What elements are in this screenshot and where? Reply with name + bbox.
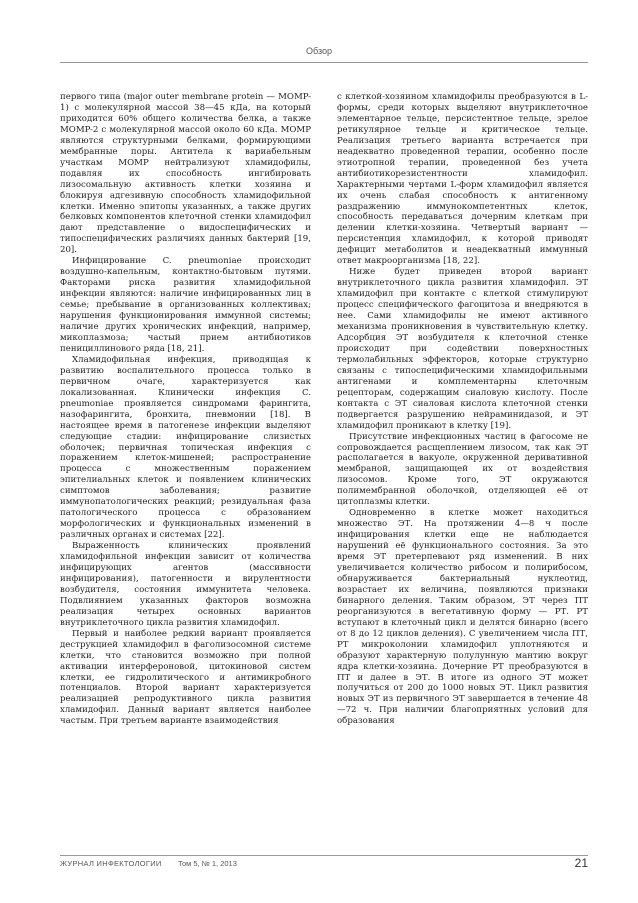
- paragraph: Инфицирование C. pneumoniae происходит воздушно-капельным, контактно-бытовым путями. Факторами риска развития хламидофильной инфекции являются: наличие инфицированных лиц в семье; пребывание в организованных коллективах; нарушения функционирования иммунной системы; наличие других хронических инфекций, например, микоплазмоза; частый прием антибиотиков пенициллинового ряда [18, 21].: [60, 256, 311, 354]
- page-number: 21: [574, 856, 588, 870]
- paragraph: Выраженность клинических проявлений хламидофильной инфекции зависит от количества инфицирующих агентов (массивности инфицирования), патогенности и вирулентности возбудителя, состояния иммунитета человека. Подвлиянием указанных факторов возможна реализация четырех основных вариантов внутриклеточного цикла развития хламидофил.: [60, 541, 311, 628]
- paragraph: с клеткой-хозяином хламидофилы преобразуются в L-формы, среди которых выделяют внутриклеточное элементарное тельце, персистентное тельце, зрелое ретикулярное тельце и критическое тельце. Реализация третьего варианта встречается при неадекватно проведенной терапии, особенно после этиотропной терапии, проведенной без учета антибиотикорезистентности хламидофил. Характерными чертами L-форм хламидофил является их очень слабая способность к антигенному раздражению иммунокомпетентных клеток, способность передаваться дочерним клеткам при делении клетки-хозяина. Четвертый вариант — персистенция хламидофил, к которой приводят дефицит метаболитов и неадекватный иммунный ответ макроорганизма [18, 22].: [337, 92, 588, 267]
- paragraph: Хламидофильная инфекция, приводящая к развитию воспалительного процесса только в первичном очаге, характеризуется как локализованная. Клинически инфекция C. pneumoniae проявляется синдромами фарингита, назофарингита, бронхита, пневмонии [18]. В настоящее время в патогенезе инфекции выделяют следующие стадии: инфицирование слизистых оболочек; первичная топическая инфекция с поражением клеток-мишеней; распространение процесса с множественным поражением эпителиальных клеток и появлением клинических симптомов заболевания; развитие иммунопатологических реакций; резидуальная фаза патологического процесса с образованием морфологических и функциональных изменений в различных органах и системах [22].: [60, 354, 311, 541]
- paragraph: Первый и наиболее редкий вариант проявляется деструкцией хламидофил в фаголизосомной системе клетки, что становится возможно при полной активации интерфероновой, цитокиновой систем клетки, ее гидролитического и антимикробного потенциалов. Второй вариант характеризуется реализацией репродуктивного цикла развития хламидофил. Данный вариант является наиболее частым. При третьем варианте взаимодействия: [60, 628, 311, 727]
- paragraph: Ниже будет приведен второй вариант внутриклеточного цикла развития хламидофил. ЭТ хламидофил при контакте с клеткой стимулируют процесс специфического фагоцитоза и внедряются в нее. Сами хламидофилы не имеют активного механизма проникновения в чувствительную клетку. Адсорбция ЭТ возбудителя к клеточной стенке происходит при содействии поверхностных термолабильных эффекторов, которые структурно связаны с типоспецифическими хламидофильными антигенами и комплементарны клеточным рецепторам, содержащим сиаловую кислоту. После контакта с ЭТ сиаловая кислота клеточной стенки подвергается разрушению нейраминидазой, и ЭТ хламидофил проникают в клетку [19].: [337, 267, 588, 431]
- section-header: Обзор: [306, 46, 332, 56]
- paragraph: Присутствие инфекционных частиц в фагосоме не сопровождается расщеплением лизосом, так как ЭТ располагается в вакуоле, окруженной деривативной мембраной, защищающей их от воздействия лизосомов. Кроме того, ЭТ окружаются полимембранной оболочкой, отделяющей её от цитоплазмы клетки.: [337, 431, 588, 508]
- paragraph: Одновременно в клетке может находиться множество ЭТ. На протяжении 4—8 ч после инфицирования клетки еще не наблюдается нарушений её функционального состояния. За это время ЭТ претерпевают ряд изменений. В них увеличивается количество рибосом и полирибосом, обнаруживается бактериальный нуклеотид, возрастает их величина, появляются признаки бинарного деления. Таким образом, ЭТ через ПТ реорганизуются в вегетативную форму — РТ. РТ вступают в клеточный цикл и делятся бинарно (всего от 8 до 12 циклов деления). С увеличением числа ПТ, РТ микроколонии хламидофил уплотняются и образуют характерную полулунную мантию вокруг ядра клетки-хозяина. Дочерние РТ преобразуются в ПТ и далее в ЭТ. В итоге из одного ЭТ может получиться от 200 до 1000 новых ЭТ. Цикл развития новых ЭТ из первичного ЭТ завершается в течение 48—72 ч. При наличии благоприятных условий для образования: [337, 508, 588, 727]
- issue-info: Том 5, № 1, 2013: [178, 859, 237, 868]
- right-column: [337, 92, 588, 727]
- journal-name: ЖУРНАЛ ИНФЕКТОЛОГИИ: [60, 859, 162, 868]
- header-rule: [60, 62, 588, 63]
- paragraph: первого типа (major outer membrane protein — MOMP-1) с молекулярной массой 38—45 кДа, на который приходится 60% общего количества белка, а также MOMP-2 с молекулярной массой около 60 кДа. MOMP являются структурными белками, формирующими мембранные поры. Антитела к вариабельным участкам MOMP нейтрализуют хламидофилы, подавляя их способность ингибировать лизосомальную активность клетки хозяина и блокируя адгезивную способность хламидофильной клетки. Именно эпитопы указанных, а также других белковых компонентов клеточной стенки хламидофил дают представление о видоспецифических и типоспецифических различиях данных бактерий [19, 20].: [60, 92, 311, 256]
- left-column: [60, 92, 311, 727]
- footer-rule: [60, 855, 588, 856]
